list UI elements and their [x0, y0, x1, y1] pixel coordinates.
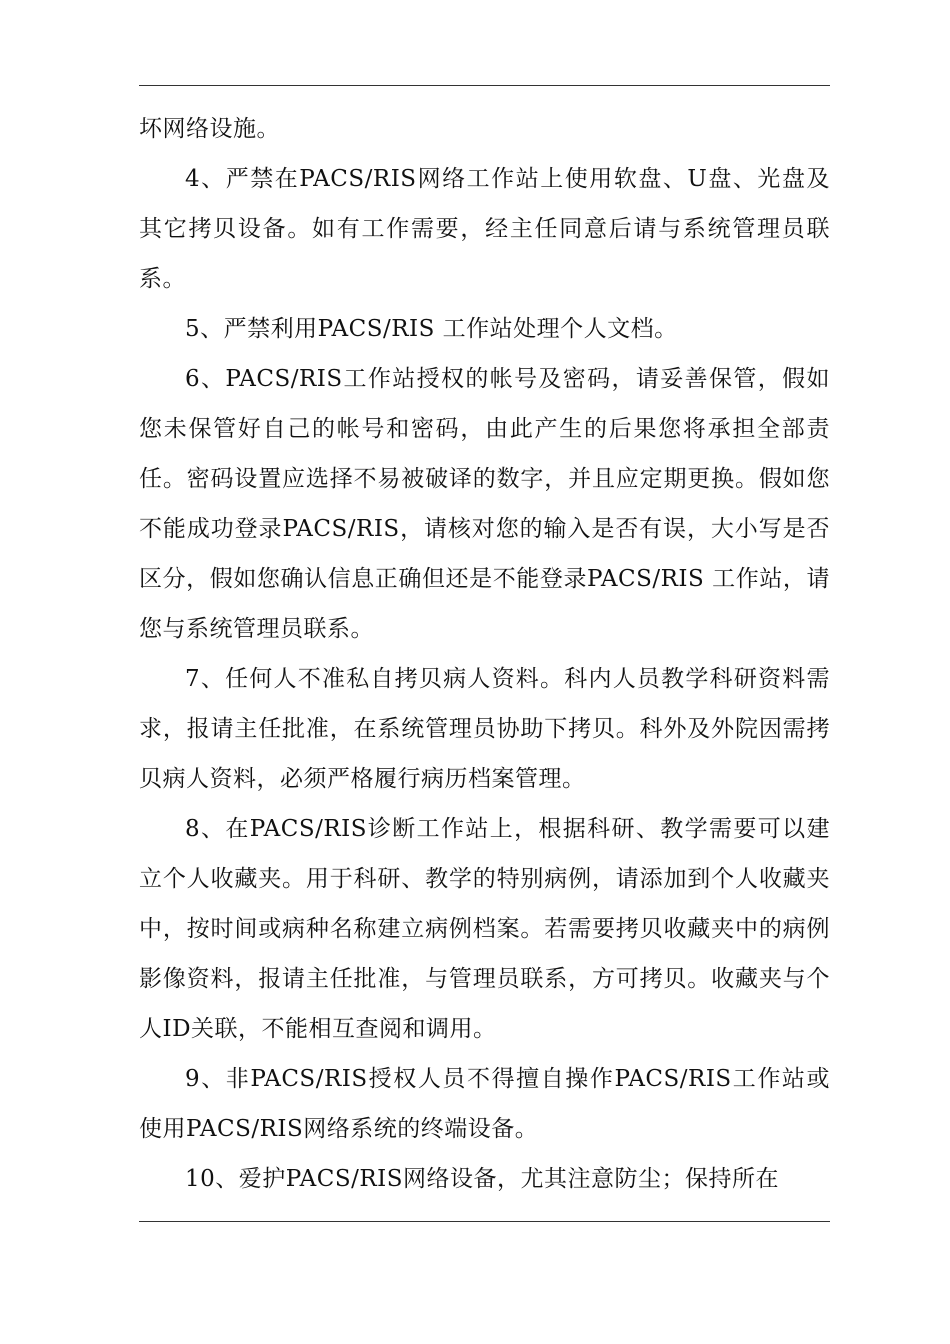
paragraph-rule-7: 7、任何人不准私自拷贝病人资料。科内人员教学科研资料需求，报请主任批准，在系统管理员协助下拷贝。科外及外院因需拷贝病人资料，必须严格履行病历档案管理。: [139, 666, 830, 792]
footer-rule: [139, 1221, 830, 1222]
paragraph-rule-9: 9、非PACS/RIS授权人员不得擅自操作PACS/RIS工作站或使用PACS/RIS网络系统的终端设备。: [139, 1066, 830, 1142]
header-rule: [139, 85, 830, 86]
paragraph-rule-8: 8、在PACS/RIS诊断工作站上，根据科研、教学需要可以建立个人收藏夹。用于科研、教学的特别病例，请添加到个人收藏夹中，按时间或病种名称建立病例档案。若需要拷贝收藏夹中的病例影像资料，报请主任批准，与管理员联系，方可拷贝。收藏夹与个人ID关联，不能相互查阅和调用。: [139, 816, 830, 1042]
paragraph-rule-6: 6、PACS/RIS工作站授权的帐号及密码，请妥善保管，假如您未保管好自己的帐号和密码，由此产生的后果您将承担全部责任。密码设置应选择不易被破译的数字，并且应定期更换。假如您不能成功登录PACS/RIS，请核对您的输入是否有误，大小写是否区分，假如您确认信息正确但还是不能登录PACS/RIS 工作站，请您与系统管理员联系。: [139, 366, 830, 642]
document-body: [139, 104, 830, 1204]
paragraph-rule-10: 10、爱护PACS/RIS网络设备，尤其注意防尘；保持所在: [185, 1166, 780, 1192]
paragraph-rule-4: 4、严禁在PACS/RIS网络工作站上使用软盘、U盘、光盘及其它拷贝设备。如有工作需要，经主任同意后请与系统管理员联系。: [139, 166, 830, 292]
paragraph-rule-5: 5、严禁利用PACS/RIS 工作站处理个人文档。: [185, 316, 678, 342]
paragraph-continuation: 坏网络设施。: [139, 116, 280, 142]
